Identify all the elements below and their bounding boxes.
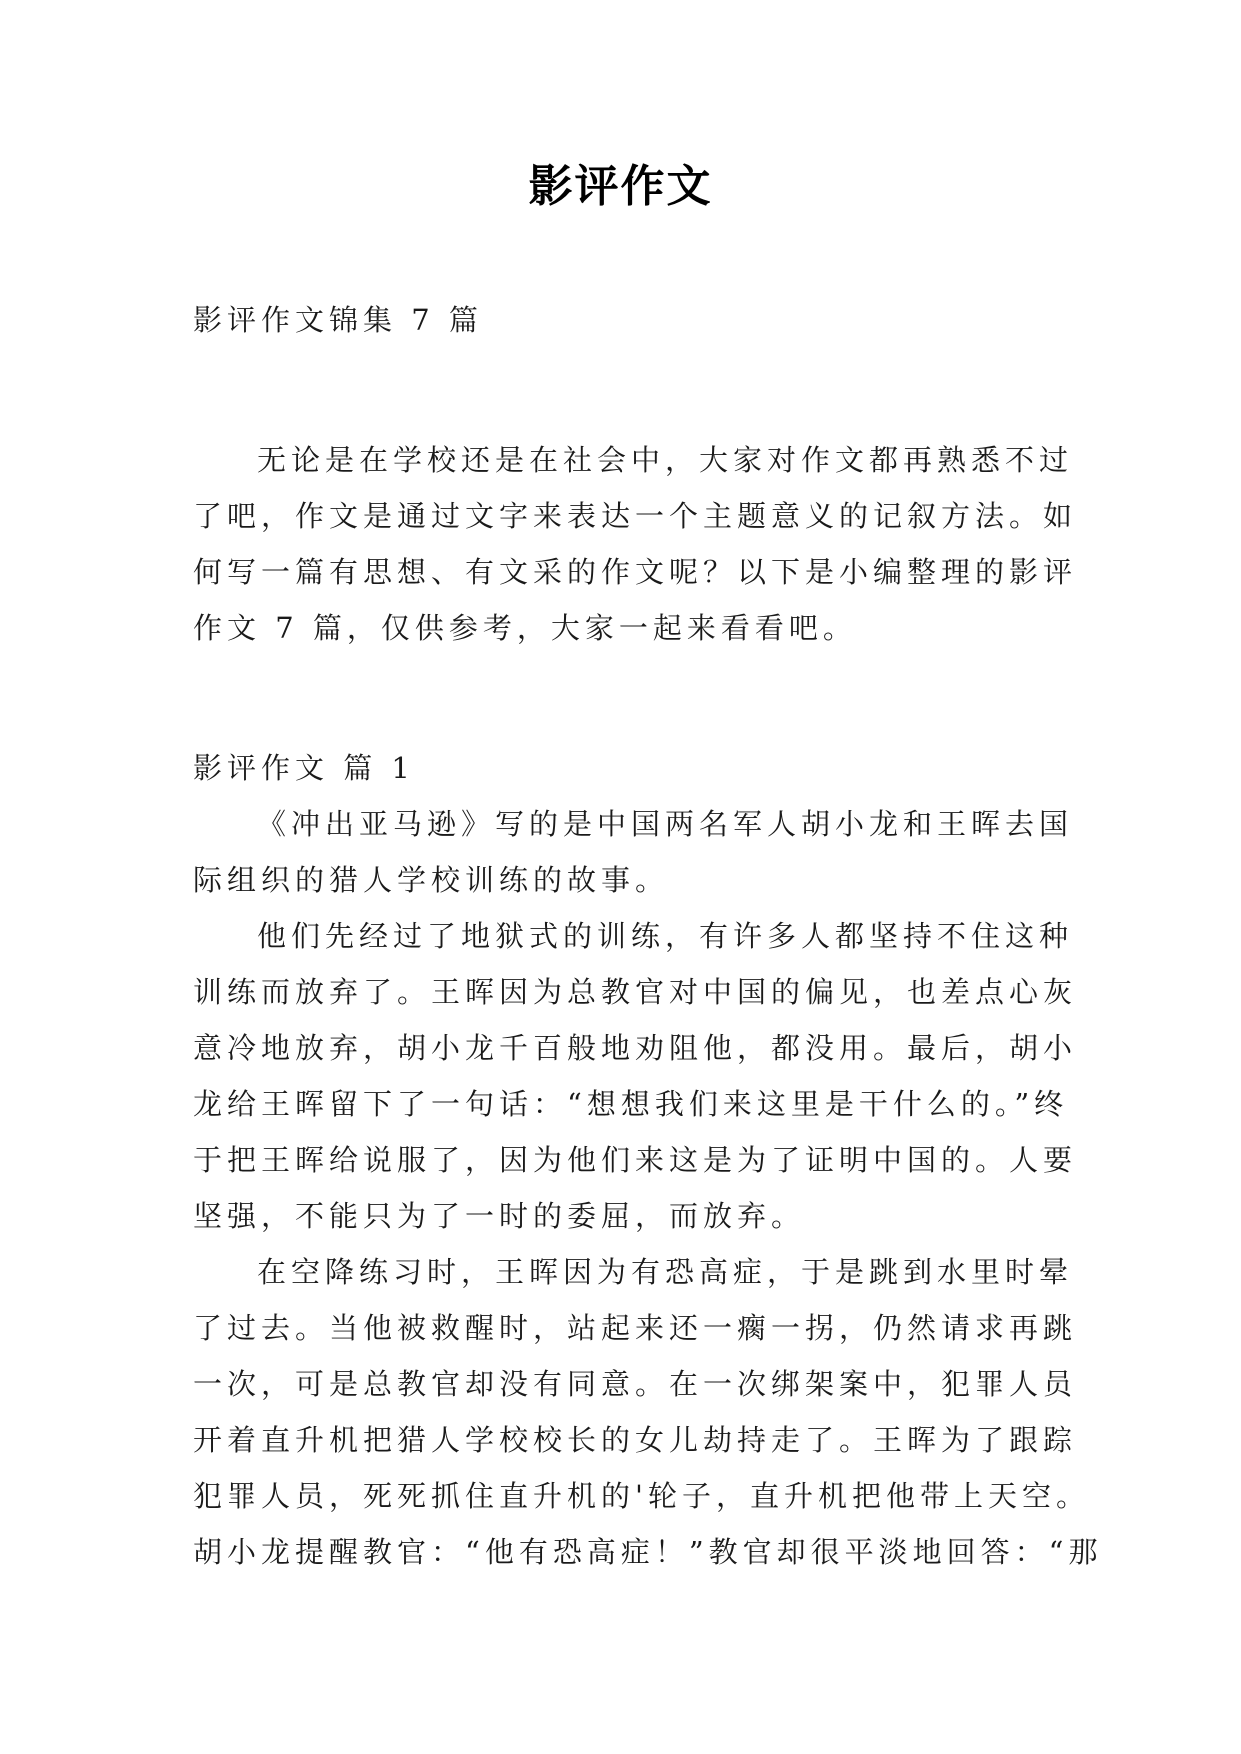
subtitle: 影评作文锦集 7 篇 (193, 303, 483, 337)
paragraph-line: 胡小龙提醒教官：“他有恐高症！”教官却很平淡地回答：“那 (193, 1535, 1103, 1569)
paragraph-line: 际组织的猎人学校训练的故事。 (193, 863, 670, 897)
paragraph-line: 坚强，不能只为了一时的委屈，而放弃。 (193, 1199, 806, 1233)
paragraph-line: 龙给王晖留下了一句话：“想想我们来这里是干什么的。”终 (193, 1087, 1069, 1121)
intro-paragraph (193, 432, 1078, 656)
paragraph-line: 意冷地放弃，胡小龙千百般地劝阻他，都没用。最后，胡小 (193, 1031, 1078, 1065)
intro-line: 无论是在学校还是在社会中，大家对作文都再熟悉不过 (257, 443, 1074, 477)
paragraph-line: 训练而放弃了。王晖因为总教官对中国的偏见，也差点心灰 (193, 975, 1078, 1009)
paragraph-line: 犯罪人员，死死抓住直升机的'轮子，直升机把他带上天空。 (193, 1479, 1090, 1513)
body-paragraph (193, 796, 1073, 908)
spacer (193, 656, 1073, 740)
paragraph-line: 一次，可是总教官却没有同意。在一次绑架案中，犯罪人员 (193, 1367, 1078, 1401)
intro-line: 了吧，作文是通过文字来表达一个主题意义的记叙方法。如 (193, 499, 1078, 533)
document-body (193, 292, 1103, 1580)
paragraph-line: 他们先经过了地狱式的训练，有许多人都坚持不住这种 (257, 919, 1074, 953)
body-paragraph (193, 908, 1078, 1244)
paragraph-line: 了过去。当他被救醒时，站起来还一瘸一拐，仍然请求再跳 (193, 1311, 1078, 1345)
spacer (193, 348, 1073, 432)
page-title: 影评作文 (528, 161, 713, 212)
paragraph-line: 《冲出亚马逊》写的是中国两名军人胡小龙和王晖去国 (257, 807, 1074, 841)
intro-line: 何写一篇有思想、有文采的作文呢？以下是小编整理的影评 (193, 555, 1078, 589)
section-heading: 影评作文 篇 1 (193, 751, 415, 785)
paragraph-line: 于把王晖给说服了，因为他们来这是为了证明中国的。人要 (193, 1143, 1078, 1177)
paragraph-line: 在空降练习时，王晖因为有恐高症，于是跳到水里时晕 (257, 1255, 1074, 1289)
intro-line: 作文 7 篇，仅供参考，大家一起来看看吧。 (193, 611, 857, 645)
paragraph-line: 开着直升机把猎人学校校长的女儿劫持走了。王晖为了跟踪 (193, 1423, 1078, 1457)
body-paragraph (193, 1244, 1103, 1580)
